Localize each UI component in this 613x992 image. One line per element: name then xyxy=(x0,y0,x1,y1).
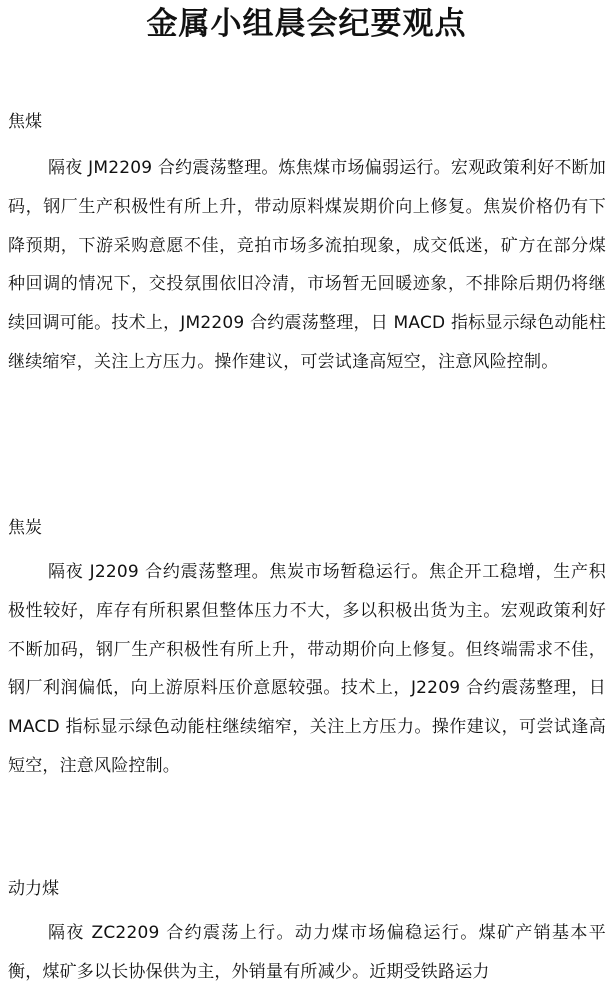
section-heading-dongliimei: 动力煤 xyxy=(8,879,59,899)
section-heading-jiaomei: 焦煤 xyxy=(8,112,42,132)
section-paragraph-dongliimei: 隔夜 ZC2209 合约震荡上行。动力煤市场偏稳运行。煤矿产销基本平衡，煤矿多以长协保供为主，外销量有所减少。近期受铁路运力 xyxy=(8,923,606,982)
section-heading-jiaotan: 焦炭 xyxy=(8,518,42,538)
section-paragraph-jiaotan: 隔夜 J2209 合约震荡整理。焦炭市场暂稳运行。焦企开工稳增，生产积极性较好，库存有所积累但整体压力不大，多以积极出货为主。宏观政策利好不断加码，钢厂生产积极性有所上升，带动期价向上修复。但终端需求不佳，钢厂利润偏低，向上游原料压价意愿较强。技术上，J2209 合约震荡整理，日 MACD 指标显示绿色动能柱继续缩窄，关注上方压力。操作建议，可尝试逢高短空，注意风险控制。 xyxy=(8,562,606,776)
section-paragraph-jiaomei: 隔夜 JM2209 合约震荡整理。炼焦煤市场偏弱运行。宏观政策利好不断加码，钢厂生产积极性有所上升，带动原料煤炭期价向上修复。焦炭价格仍有下降预期，下游采购意愿不佳，竞拍市场多流拍现象，成交低迷，矿方在部分煤种回调的情况下，交投氛围依旧冷清，市场暂无回暖迹象，不排除后期仍将继续回调可能。技术上，JM2209 合约震荡整理，日 MACD 指标显示绿色动能柱继续缩窄，关注上方压力。操作建议，可尝试逢高短空，注意风险控制。 xyxy=(8,158,606,372)
page-title: 金属小组晨会纪要观点 xyxy=(146,6,467,42)
